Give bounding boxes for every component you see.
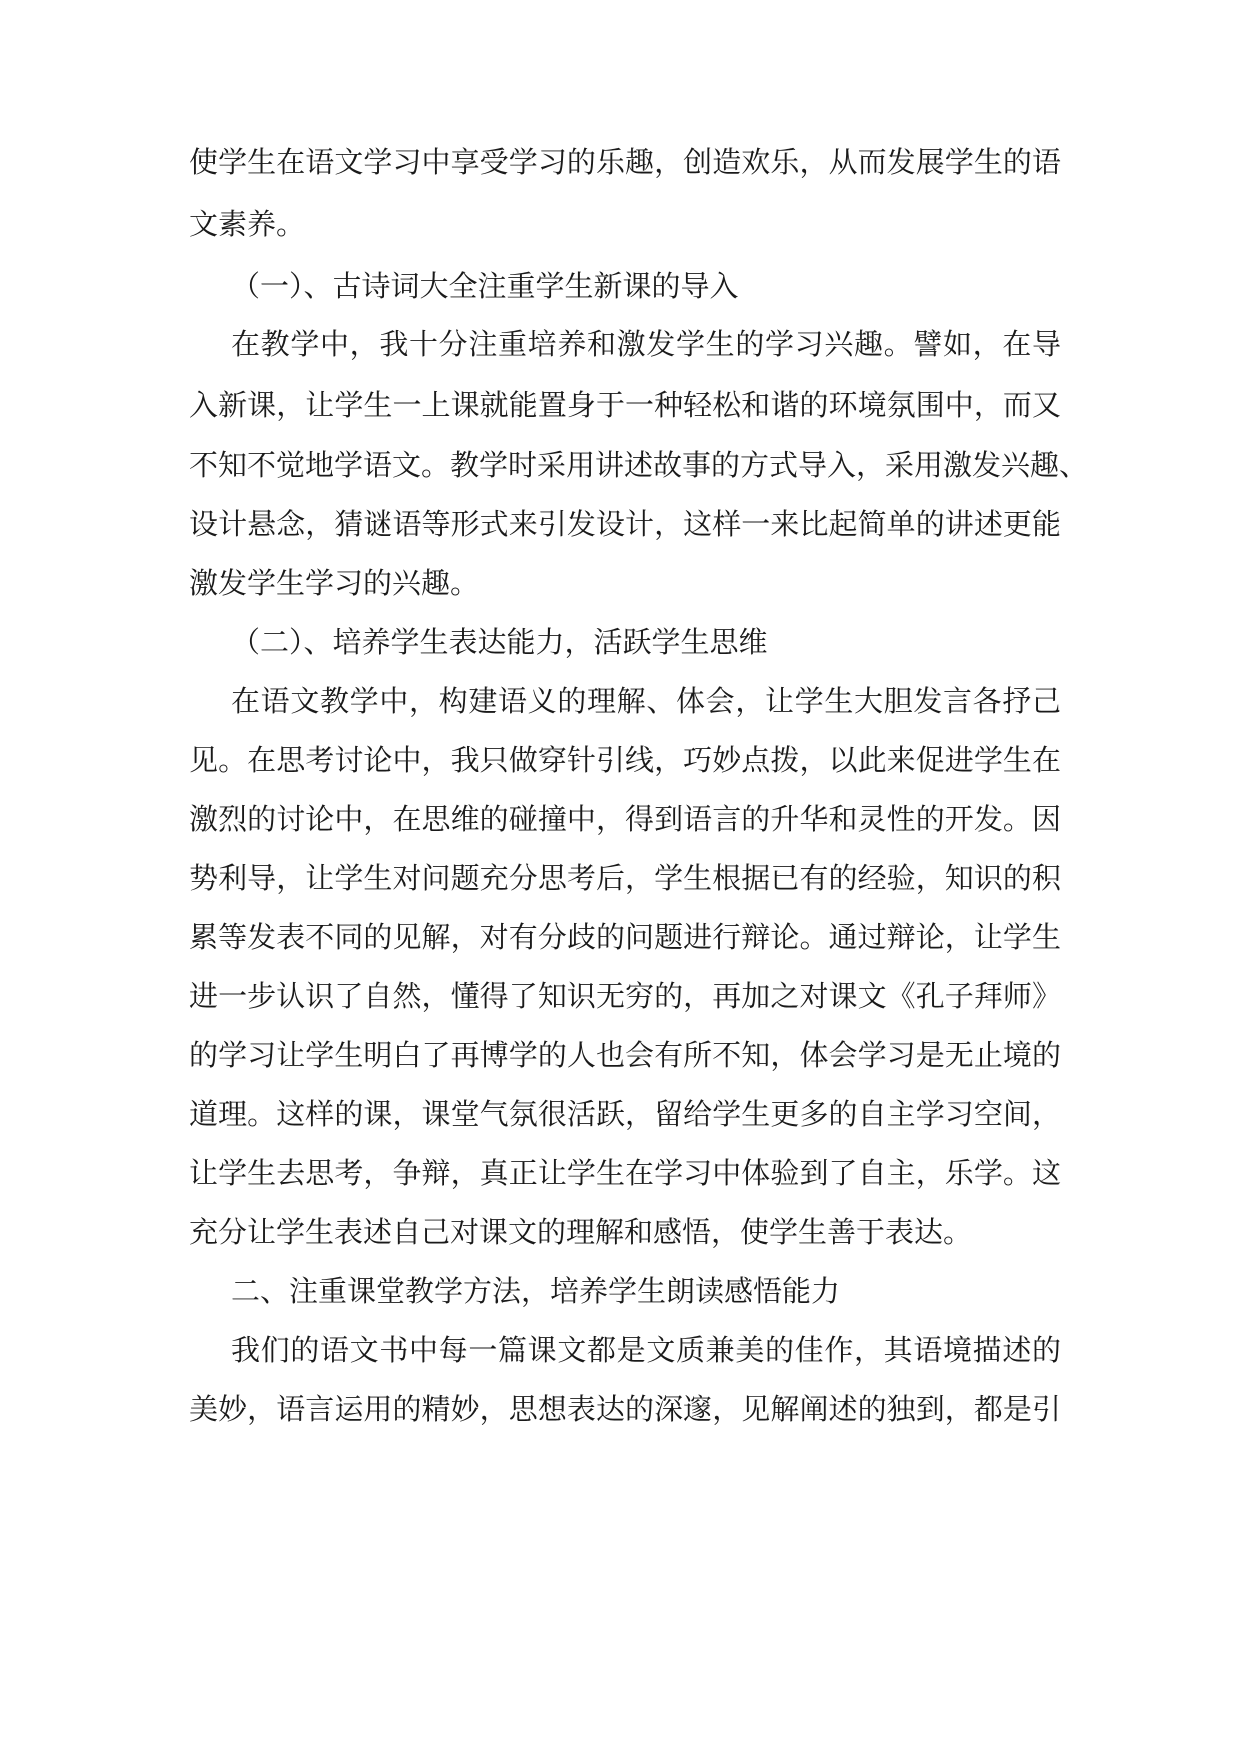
paragraph-line: 我们的语文书中每一篇课文都是文质兼美的佳作，其语境描述的 [231,1333,1061,1367]
paragraph-line: 势利导，让学生对问题充分思考后，学生根据已有的经验，知识的积 [189,861,1061,895]
paragraph-line: 累等发表不同的见解，对有分歧的问题进行辩论。通过辩论，让学生 [189,920,1061,954]
paragraph-line: 文素养。 [189,207,306,241]
section-heading: 二、注重课堂教学方法，培养学生朗读感悟能力 [231,1274,841,1308]
section-heading: （二）、培养学生表达能力，活跃学生思维 [231,625,768,659]
paragraph-line: 在教学中，我十分注重培养和激发学生的学习兴趣。譬如，在导 [231,327,1061,361]
paragraph-line: 见。在思考讨论中，我只做穿针引线，巧妙点拨，以此来促进学生在 [189,743,1061,777]
paragraph-line: 使学生在语文学习中享受学习的乐趣，创造欢乐，从而发展学生的语 [189,145,1061,179]
paragraph-line: 充分让学生表述自己对课文的理解和感悟，使学生善于表达。 [189,1215,973,1249]
paragraph-line: 美妙，语言运用的精妙，思想表达的深邃，见解阐述的独到，都是引 [189,1392,1061,1426]
paragraph-line: 激发学生学习的兴趣。 [189,566,480,600]
section-heading: （一）、古诗词大全注重学生新课的导入 [231,269,739,303]
paragraph-line: 设计悬念，猜谜语等形式来引发设计，这样一来比起简单的讲述更能 [189,507,1061,541]
paragraph-line: 让学生去思考，争辩，真正让学生在学习中体验到了自主，乐学。这 [189,1156,1061,1190]
paragraph-line: 激烈的讨论中，在思维的碰撞中，得到语言的升华和灵性的开发。因 [189,802,1061,836]
paragraph-line: 在语文教学中，构建语义的理解、体会，让学生大胆发言各抒己 [231,684,1061,718]
paragraph-line: 入新课，让学生一上课就能置身于一种轻松和谐的环境氛围中，而又 [189,388,1061,422]
paragraph-line: 进一步认识了自然，懂得了知识无穷的，再加之对课文《孔子拜师》 [189,979,1061,1013]
paragraph-line: 的学习让学生明白了再博学的人也会有所不知，体会学习是无止境的 [189,1038,1061,1072]
paragraph-line: 道理。这样的课，课堂气氛很活跃，留给学生更多的自主学习空间， [189,1097,1061,1131]
paragraph-line: 不知不觉地学语文。教学时采用讲述故事的方式导入，采用激发兴趣、 [189,448,1089,482]
